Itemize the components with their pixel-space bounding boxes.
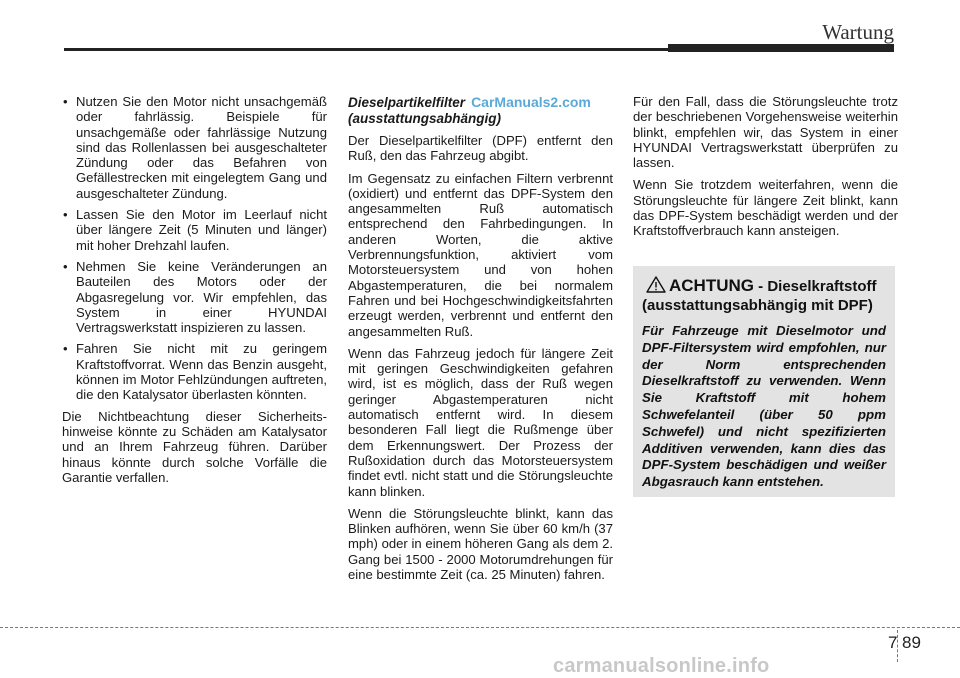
paragraph: Wenn Sie trotzdem weiterfahren, wenn die Störungsleuchte für längere Zeit blinkt, kann das DPF-System beschädigt werden und der Kraftstoffverbrauch kann ansteigen.	[633, 177, 898, 239]
paragraph: Für den Fall, dass die Störungsleuchte trotz der beschriebenen Vorgehensweise weiterhin blinkt, empfehlen wir, das System in einer HYUNDAI Vertragswerkstatt überprüfen zu lassen.	[633, 94, 898, 171]
column-2	[348, 94, 613, 589]
caution-title-rest: - Dieselkraftstoff	[754, 278, 877, 295]
caution-body: Für Fahrzeuge mit Dieselmotor und DPF-Filtersystem wird empfohlen, nur der Norm entsprechenden Dieselkraftstoff zu verwenden. Wenn Sie Kraftstoff mit hohem Schwefelanteil (über 50 ppm Schwefel) und nicht spezifizierten Additiven verwenden, kann dies das DPF-System beschädigen und weißer Abgasrauch kann entstehen.	[642, 323, 886, 490]
paragraph: Wenn die Störungsleuchte blinkt, kann das Blinken aufhören, wenn Sie über 60 km/h (37 mph) oder in einem höheren Gang als dem 2. Gang bei 1500 - 2000 Motorumdrehungen für eine bestimmte Zeit (ca. 25 Minuten) fahren.	[348, 505, 613, 583]
section-title: Wartung	[822, 20, 894, 44]
caution-word: ACHTUNG	[669, 276, 754, 295]
caution-title-line2: (ausstattungsabhängig mit DPF)	[642, 297, 873, 314]
caution-title	[642, 276, 886, 315]
paragraph: Der Dieselpartikelfilter (DPF) entfernt den Ruß, den das Fahrzeug abgibt.	[348, 133, 613, 164]
list-item: • Fahren Sie nicht mit zu geringem Kraftstoffvorrat. Wenn das Benzin ausgeht, können im Motor Fehlzündungen auftreten, die den Katalysator überlasten könnten.	[62, 341, 327, 402]
page-number: 89	[902, 633, 921, 652]
footer-divider	[0, 627, 960, 628]
site-watermark: carmanualsonline.info	[553, 655, 770, 677]
dpf-heading-line2: (ausstattungsabhängig)	[348, 111, 502, 126]
precaution-list	[62, 94, 327, 403]
list-item: • Nehmen Sie keine Veränderungen an Bauteilen des Motors oder der Abgasregelung vor. Wir empfehlen, das System in einer HYUNDAI Vertragswerkstatt inspizieren zu lassen.	[62, 259, 327, 335]
chapter-number: 7	[888, 633, 898, 652]
warning-triangle-icon	[646, 276, 666, 293]
column-1	[62, 94, 327, 492]
list-item: • Nutzen Sie den Motor nicht unsachgemäß oder fahrlässig. Beispiele für unsachgemäße oder fahrlässige Nutzung sind das Rollenlassen bei ausgeschalteter Zündung oder das Befahren von Gefällestrecken mit eingelegtem Gang und ausgeschalteter Zündung.	[62, 94, 327, 201]
header-rule-accent	[668, 44, 894, 52]
dpf-heading	[348, 94, 613, 127]
column-3	[633, 94, 898, 246]
list-item: • Lassen Sie den Motor im Leerlauf nicht über längere Zeit (5 Minuten und länger) mit hoher Drehzahl laufen.	[62, 207, 327, 253]
paragraph: Im Gegensatz zu einfachen Filtern verbrennt (oxidiert) und entfernt das DPF-System den angesammelten Ruß automatisch entsprechend den Fahrbedingungen. In anderen Worten, die aktive Verbrennungsfunktion, aktiviert vom Motorsteuersystem und von hohen Abgastemperaturen, die bei normalem Fahren und bei Hochgeschwindigkeitsfahrten erzeugt werden, verbrennt und entfernt den angesammelten Ruß.	[348, 170, 613, 339]
paragraph: Wenn das Fahrzeug jedoch für längere Zeit mit geringen Geschwindigkeiten gefahren wird, ist es möglich, dass der Ruß wegen geringer Abgastemperaturen nicht automatisch entfernt wird. In diesem besonderen Fall liegt die Rußmenge über dem Erkennungswert. Der Prozess der Rußoxidation durch das Motorsteuersystem findet evtl. nicht statt und die Störungsleuchte kann blinken.	[348, 345, 613, 499]
warranty-paragraph: Die Nichtbeachtung dieser Sicherheits-hinweise könnte zu Schäden am Katalysator und an Ihrem Fahrzeug führen. Darüber hinaus könnte durch solche Vorfälle die Garantie verfallen.	[62, 408, 327, 485]
dpf-heading-line1: Dieselpartikelfilter	[348, 95, 466, 110]
watermark-logo: CarManuals2.com	[471, 94, 591, 110]
caution-box	[633, 266, 895, 497]
